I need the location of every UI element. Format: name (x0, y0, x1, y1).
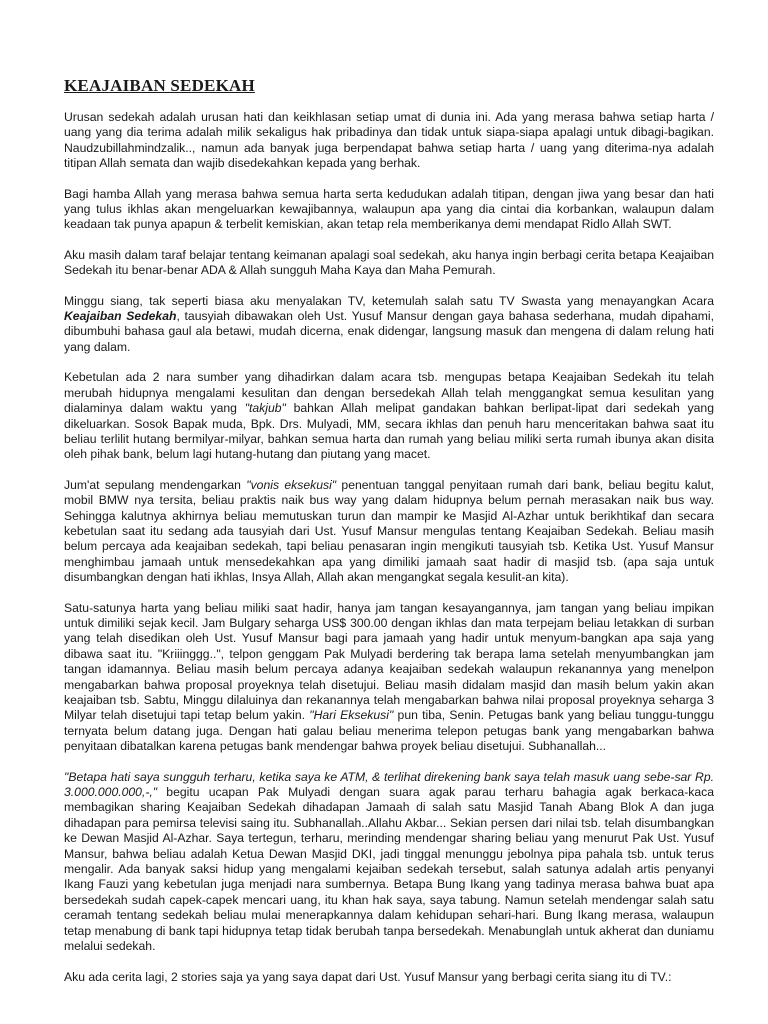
paragraph-4-text-a: Minggu siang, tak seperti biasa aku menyalakan TV, ketemulah salah satu TV Swasta yang menayangkan Acara (64, 293, 714, 308)
paragraph-5-text-a: Kebetulan ada 2 nara sumber yang dihadirkan dalam acara tsb. mengupas betapa Keajaiban Sedekah itu telah merubah hidupnya mengalami kesulitan dan dengan bersedekah Allah telah menggangkat semua kesulitan yang dialaminya dalam waktu yang (64, 370, 714, 416)
paragraph-1-text: Urusan sedekah adalah urusan hati dan keikhlasan setiap umat di dunia ini. Ada yang merasa bahwa setiap harta / uang yang dia terima adalah milik sekaligus hak pribadinya dan tidak untuk siapa-siapa apalagi untuk dibagi-bagikan. Naudzubillahmindzalik.., namun ada banyak juga berpendapat bahwa setiap harta / uang yang diterima-nya adalah titipan Allah semata dan wajib disedekahkan kepada yang berhak. (64, 110, 714, 171)
paragraph-6-text-a: Jum'at sepulang mendengarkan (64, 477, 247, 492)
paragraph-7 (64, 601, 714, 755)
document-title: KEAJAIBAN SEDEKAH (64, 76, 255, 95)
paragraph-6 (64, 478, 714, 586)
vonis-eksekusi-emphasis: "vonis eksekusi" (246, 477, 337, 492)
paragraph-9 (64, 970, 714, 985)
paragraph-4-text-c: , tausyiah dibawakan oleh Ust. Yusuf Mansur dengan gaya bahasa sederhana, mudah dipahami, dibumbuhi bahasa gaul ala betawi, mudah dicerna, enak didengar, langsung masuk dan mengena di dalam relung hati yang dalam. (64, 309, 714, 354)
quote-emphasis: "Betapa hati saya sungguh terharu, ketika saya ke ATM, & terlihat direkening bank saya telah masuk uang sebe-sar Rp. 3.000.000.000,-," (64, 769, 714, 800)
paragraph-2 (64, 187, 714, 233)
paragraph-1 (64, 110, 714, 172)
paragraph-5-text-c: bahkan Allah melipat gandakan bahkan berlipat-lipat dari sedekah yang dikeluarkan. Sosok Bapak muda, Bpk. Drs. Mulyadi, MM, secara ikhlas dan penuh haru menceritakan bahwa saat itu beliau terlilit hutang bermilyar-milyar, bahkan semua harta dan rumah yang beliau miliki serta rumah ibunya akan disita oleh pihak bank, belum lagi hutang-hutang dan piutang yang macet. (64, 401, 714, 462)
paragraph-7-text-c: pun tiba, Senin. Petugas bank yang beliau tunggu-tunggu ternyata belum datang juga. Dengan hati galau beliau menerima telepon petugas bank yang mengabarkan bahwa penyitaan dibatalkan karena petugas bank mendengar bahwa proyek beliau disetujui. Subhanallah... (64, 708, 714, 754)
program-name-emphasis: Keajaiban Sedekah (64, 309, 177, 324)
paragraph-7-text-a: Satu-satunya harta yang beliau miliki saat hadir, hanya jam tangan kesayangannya, jam tangan yang beliau impikan untuk dimiliki sejak kecil. Jam Bulgary seharga US$ 300.00 dengan ikhlas dan mata terpejam beliau letakkan di surban yang telah disedikan oleh Ust. Yusuf Mansur bagi para jamaah yang hadir untuk menyum-bangkan apa saja yang dibawa saat itu. "Kriiinggg..", telpon genggam Pak Mulyadi berdering tak berapa lama setelah menyumbangkan jam tangan idamannya. Beliau masih belum percaya adanya keajaiban sedekah walaupun rekanannya yang menelpon mengabarkan bahwa proposal proyeknya telah disetujui. Beliau masih didalam masjid dan masih belum yakin akan keajaiban tsb. Sabtu, Minggu dilaluinya dan rekanannya telah mengabarkan bahwa nilai proposal proyeknya seharga 3 Milyar telah disetujui tapi tetap belum yakin. (64, 600, 714, 723)
paragraph-2-text: Bagi hamba Allah yang merasa bahwa semua harta serta kedudukan adalah titipan, dengan jiwa yang besar dan hati yang tulus ikhlas akan mengeluarkan kewajibannya, walaupun apa yang dia cintai dia korbankan, walaupun dalam keadaan tak punya apapun & terbelit kemiskian, akan tetap rela memberikanya demi mendapat Ridlo Allah SWT. (64, 186, 714, 232)
paragraph-3-text: Aku masih dalam taraf belajar tentang keimanan apalagi soal sedekah, aku hanya ingin berbagi cerita betapa Keajaiban Sedekah itu benar-benar ADA & Allah sungguh Maha Kaya dan Maha Pemurah. (64, 247, 714, 278)
hari-eksekusi-emphasis: "Hari Eksekusi" (309, 708, 394, 723)
paragraph-3 (64, 248, 714, 279)
paragraph-9-text: Aku ada cerita lagi, 2 stories saja ya yang saya dapat dari Ust. Yusuf Mansur yang berbagi cerita siang itu di TV.: (64, 969, 672, 984)
paragraph-6-text-c: penentuan tanggal penyitaan rumah dari bank, beliau begitu kalut, mobil BMW nya tersita, beliau praktis naik bus way yang dalam hidupnya belum pernah merasakan naik bus way. Sehingga kalutnya akhirnya beliau memutuskan turun dan mampir ke Masjid Al-Azhar untuk berikhtikaf dan secara kebetulan saat itu sedang ada tausyiah dari Ust. Yusuf Mansur mengulas tentang Keajaiban Sedekah. Beliau masih belum percaya ada keajaiban sedekah, tapi beliau penasaran ingin mengikuti tausyiah tsb. Ketika Ust. Yusuf Mansur menghimbau jamaah untuk mensedekahkan apa yang dimiliki jamaah saat hadir di masjid tsb. (apa saja untuk disumbangkan dengan hati ikhlas, Insya Allah, Allah akan mengangkat segala kesulit-an kita). (64, 477, 714, 585)
paragraph-4 (64, 294, 714, 356)
paragraph-8-text-b: begitu ucapan Pak Mulyadi dengan suara agak parau terharu bahagia agak berkaca-kaca membagikan sharing Keajaiban Sedekah dihadapan Jamaah di salah satu Masjid Tanah Abang Blok A dan juga dihadapan para pemirsa televisi saing itu. Subhanallah..Allahu Akbar... Sekian persen dari nilai tsb. telah disumbangkan ke Dewan Masjid Al-Azhar. Saya tertegun, terharu, merinding mendengar sharing beliau yang menurut Pak Ust. Yusuf Mansur, bahwa beliau adalah Ketua Dewan Masjid DKI, jadi tinggal menunggu jebolnya pipa pahala tsb. untuk terus mengalir. Ada banyak saksi hidup yang mengalami kejaiban sedekah tersebut, salah satunya adalah artis penyanyi Ikang Fauzi yang kebetulan juga menjadi nara sumbernya. Betapa Bung Ikang yang tadinya merasa bahwa buat apa bersedekah sudah capek-capek mencari uang, itu khan hak saya, saya tabung. Namun setelah mendengar salah satu ceramah tentang sedekah beliau mulai menerapkannya dalam kehidupan sehari-hari. Bung Ikang merasa, walaupun tetap menabung di bank tapi hidupnya tetap tidak berubah tanpa bersedekah. Menabunglah untuk akherat dan duniamu melalui sedekah. (64, 785, 714, 954)
paragraph-5 (64, 370, 714, 462)
document-page (64, 76, 714, 1000)
takjub-emphasis: "takjub" (244, 401, 286, 416)
paragraph-8 (64, 770, 714, 955)
